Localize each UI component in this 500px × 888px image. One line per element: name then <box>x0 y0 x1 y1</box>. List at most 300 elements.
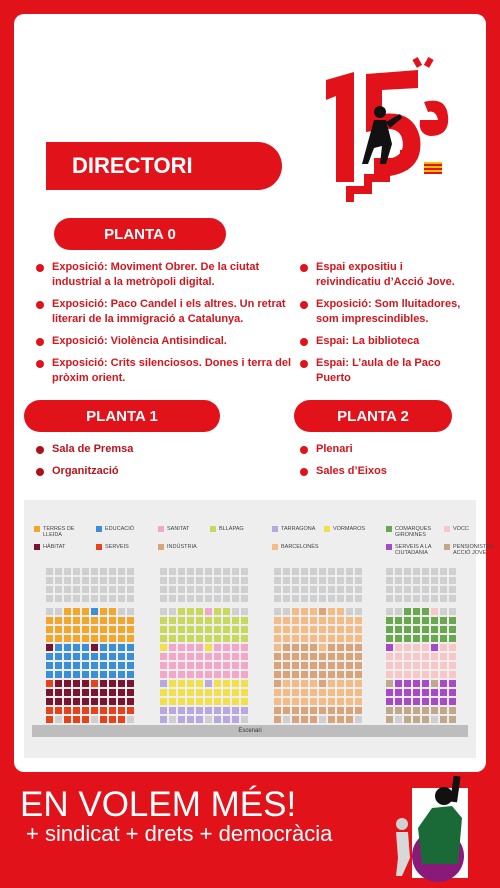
occupied-seat <box>413 653 420 660</box>
occupied-seat <box>283 626 290 633</box>
legend-label: HÀBITAT <box>43 544 66 550</box>
empty-seat <box>355 577 362 584</box>
occupied-seat <box>440 662 447 669</box>
empty-seat <box>169 608 176 615</box>
list-item: Exposició: Paco Candel i els altres. Un retrat literari de la immigració a Catalunya. <box>36 297 294 327</box>
occupied-seat <box>205 707 212 714</box>
occupied-seat <box>346 662 353 669</box>
occupied-seat <box>422 707 429 714</box>
empty-seat <box>46 595 53 602</box>
occupied-seat <box>46 635 53 642</box>
empty-seat <box>319 577 326 584</box>
occupied-seat <box>274 707 281 714</box>
empty-seat <box>232 608 239 615</box>
empty-seat <box>283 595 290 602</box>
empty-seat <box>404 568 411 575</box>
occupied-seat <box>319 608 326 615</box>
occupied-seat <box>431 689 438 696</box>
occupied-seat <box>46 689 53 696</box>
occupied-seat <box>422 653 429 660</box>
occupied-seat <box>214 698 221 705</box>
occupied-seat <box>232 617 239 624</box>
occupied-seat <box>319 680 326 687</box>
occupied-seat <box>404 635 411 642</box>
empty-seat <box>55 595 62 602</box>
empty-seat <box>292 586 299 593</box>
occupied-seat <box>310 689 317 696</box>
empty-seat <box>395 608 402 615</box>
occupied-seat <box>223 698 230 705</box>
occupied-seat <box>292 689 299 696</box>
occupied-seat <box>346 707 353 714</box>
occupied-seat <box>440 680 447 687</box>
occupied-seat <box>328 635 335 642</box>
occupied-seat <box>178 716 185 723</box>
legend-label: SERVEIS <box>105 544 129 550</box>
occupied-seat <box>214 644 221 651</box>
occupied-seat <box>223 653 230 660</box>
empty-seat <box>91 716 98 723</box>
occupied-seat <box>328 644 335 651</box>
empty-seat <box>310 595 317 602</box>
empty-seat <box>301 586 308 593</box>
occupied-seat <box>205 680 212 687</box>
occupied-seat <box>91 662 98 669</box>
occupied-seat <box>160 680 167 687</box>
empty-seat <box>274 595 281 602</box>
occupied-seat <box>413 644 420 651</box>
occupied-seat <box>64 689 71 696</box>
floor-2-heading: PLANTA 2 <box>294 400 452 432</box>
occupied-seat <box>404 608 411 615</box>
occupied-seat <box>82 716 89 723</box>
occupied-seat <box>82 617 89 624</box>
occupied-seat <box>100 689 107 696</box>
empty-seat <box>449 568 456 575</box>
empty-seat <box>422 595 429 602</box>
occupied-seat <box>274 680 281 687</box>
occupied-seat <box>91 644 98 651</box>
occupied-seat <box>355 707 362 714</box>
occupied-seat <box>274 653 281 660</box>
occupied-seat <box>310 707 317 714</box>
empty-seat <box>422 568 429 575</box>
occupied-seat <box>346 626 353 633</box>
occupied-seat <box>64 653 71 660</box>
occupied-seat <box>232 707 239 714</box>
occupied-seat <box>127 626 134 633</box>
occupied-seat <box>395 662 402 669</box>
occupied-seat <box>127 698 134 705</box>
occupied-seat <box>337 716 344 723</box>
occupied-seat <box>431 617 438 624</box>
occupied-seat <box>46 626 53 633</box>
empty-seat <box>127 577 134 584</box>
occupied-seat <box>241 680 248 687</box>
empty-seat <box>64 595 71 602</box>
empty-seat <box>328 586 335 593</box>
empty-seat <box>328 577 335 584</box>
occupied-seat <box>214 707 221 714</box>
empty-seat <box>413 577 420 584</box>
empty-seat <box>169 586 176 593</box>
occupied-seat <box>431 635 438 642</box>
occupied-seat <box>196 662 203 669</box>
occupied-seat <box>283 671 290 678</box>
empty-seat <box>127 716 134 723</box>
occupied-seat <box>292 698 299 705</box>
empty-seat <box>386 568 393 575</box>
empty-seat <box>319 716 326 723</box>
occupied-seat <box>196 617 203 624</box>
occupied-seat <box>214 680 221 687</box>
occupied-seat <box>274 644 281 651</box>
empty-seat <box>160 586 167 593</box>
empty-seat <box>55 608 62 615</box>
occupied-seat <box>395 698 402 705</box>
occupied-seat <box>337 644 344 651</box>
occupied-seat <box>274 698 281 705</box>
empty-seat <box>232 568 239 575</box>
occupied-seat <box>404 689 411 696</box>
sub-slogan: + sindicat + drets + democràcia <box>26 821 333 846</box>
empty-seat <box>55 716 62 723</box>
legend-label: VOCC <box>453 526 469 532</box>
occupied-seat <box>301 707 308 714</box>
occupied-seat <box>292 617 299 624</box>
occupied-seat <box>319 689 326 696</box>
occupied-seat <box>178 671 185 678</box>
occupied-seat <box>337 617 344 624</box>
occupied-seat <box>205 662 212 669</box>
empty-seat <box>404 586 411 593</box>
empty-seat <box>395 595 402 602</box>
seating-plan <box>24 500 494 758</box>
occupied-seat <box>301 662 308 669</box>
occupied-seat <box>73 635 80 642</box>
empty-seat <box>337 577 344 584</box>
occupied-seat <box>169 626 176 633</box>
occupied-seat <box>100 671 107 678</box>
occupied-seat <box>283 617 290 624</box>
legend-label: COMARQUES GIRONINES <box>395 526 432 538</box>
occupied-seat <box>82 608 89 615</box>
empty-seat <box>440 577 447 584</box>
empty-seat <box>449 586 456 593</box>
occupied-seat <box>422 635 429 642</box>
occupied-seat <box>413 617 420 624</box>
empty-seat <box>328 568 335 575</box>
occupied-seat <box>196 671 203 678</box>
empty-seat <box>241 568 248 575</box>
occupied-seat <box>337 680 344 687</box>
empty-seat <box>422 577 429 584</box>
empty-seat <box>196 577 203 584</box>
empty-seat <box>214 568 221 575</box>
empty-seat <box>46 608 53 615</box>
occupied-seat <box>64 635 71 642</box>
occupied-seat <box>337 671 344 678</box>
occupied-seat <box>232 698 239 705</box>
occupied-seat <box>127 707 134 714</box>
empty-seat <box>214 595 221 602</box>
occupied-seat <box>355 689 362 696</box>
occupied-seat <box>73 662 80 669</box>
occupied-seat <box>292 671 299 678</box>
occupied-seat <box>395 644 402 651</box>
occupied-seat <box>404 617 411 624</box>
occupied-seat <box>118 716 125 723</box>
occupied-seat <box>386 680 393 687</box>
empty-seat <box>109 595 116 602</box>
occupied-seat <box>283 698 290 705</box>
empty-seat <box>413 568 420 575</box>
occupied-seat <box>160 635 167 642</box>
occupied-seat <box>178 635 185 642</box>
occupied-seat <box>46 716 53 723</box>
occupied-seat <box>328 680 335 687</box>
empty-seat <box>127 568 134 575</box>
empty-seat <box>160 577 167 584</box>
occupied-seat <box>449 635 456 642</box>
occupied-seat <box>64 680 71 687</box>
legend-label: TERRES DE LLEIDA <box>43 526 75 538</box>
occupied-seat <box>283 662 290 669</box>
empty-seat <box>346 595 353 602</box>
occupied-seat <box>169 698 176 705</box>
occupied-seat <box>55 707 62 714</box>
occupied-seat <box>205 608 212 615</box>
empty-seat <box>440 595 447 602</box>
list-item: Organització <box>36 464 256 479</box>
occupied-seat <box>355 617 362 624</box>
occupied-seat <box>64 608 71 615</box>
occupied-seat <box>328 698 335 705</box>
occupied-seat <box>82 689 89 696</box>
occupied-seat <box>413 707 420 714</box>
occupied-seat <box>109 671 116 678</box>
occupied-seat <box>283 653 290 660</box>
occupied-seat <box>196 653 203 660</box>
occupied-seat <box>205 653 212 660</box>
occupied-seat <box>73 653 80 660</box>
empty-seat <box>395 577 402 584</box>
empty-seat <box>118 586 125 593</box>
occupied-seat <box>413 662 420 669</box>
empty-seat <box>223 586 230 593</box>
occupied-seat <box>109 707 116 714</box>
legend-label: PENSIONISTES ACCIÓ JOVE <box>453 544 494 556</box>
occupied-seat <box>169 680 176 687</box>
occupied-seat <box>386 653 393 660</box>
occupied-seat <box>169 617 176 624</box>
occupied-seat <box>440 653 447 660</box>
occupied-seat <box>223 662 230 669</box>
empty-seat <box>346 568 353 575</box>
occupied-seat <box>319 617 326 624</box>
empty-seat <box>440 586 447 593</box>
occupied-seat <box>196 716 203 723</box>
empty-seat <box>160 568 167 575</box>
occupied-seat <box>241 662 248 669</box>
empty-seat <box>82 577 89 584</box>
occupied-seat <box>319 626 326 633</box>
occupied-seat <box>337 635 344 642</box>
empty-seat <box>346 608 353 615</box>
occupied-seat <box>160 689 167 696</box>
occupied-seat <box>169 644 176 651</box>
occupied-seat <box>118 653 125 660</box>
occupied-seat <box>310 680 317 687</box>
occupied-seat <box>292 680 299 687</box>
occupied-seat <box>91 617 98 624</box>
occupied-seat <box>283 689 290 696</box>
occupied-seat <box>431 680 438 687</box>
legend-label: VORMAROS <box>333 526 366 532</box>
occupied-seat <box>64 644 71 651</box>
empty-seat <box>205 568 212 575</box>
occupied-seat <box>346 635 353 642</box>
occupied-seat <box>187 626 194 633</box>
empty-seat <box>205 595 212 602</box>
occupied-seat <box>196 635 203 642</box>
occupied-seat <box>241 689 248 696</box>
list-item: Espai: L’aula de la Paco Puerto <box>300 356 470 386</box>
empty-seat <box>100 568 107 575</box>
legend-label: SANITAT <box>167 526 190 532</box>
occupied-seat <box>64 707 71 714</box>
occupied-seat <box>73 617 80 624</box>
occupied-seat <box>422 671 429 678</box>
occupied-seat <box>337 707 344 714</box>
occupied-seat <box>346 617 353 624</box>
occupied-seat <box>109 716 116 723</box>
occupied-seat <box>328 653 335 660</box>
floor-0-list-right <box>300 260 470 393</box>
empty-seat <box>223 577 230 584</box>
occupied-seat <box>187 716 194 723</box>
occupied-seat <box>118 635 125 642</box>
occupied-seat <box>214 653 221 660</box>
occupied-seat <box>178 680 185 687</box>
occupied-seat <box>292 608 299 615</box>
empty-seat <box>73 568 80 575</box>
occupied-seat <box>205 617 212 624</box>
occupied-seat <box>310 698 317 705</box>
empty-seat <box>319 568 326 575</box>
occupied-seat <box>241 698 248 705</box>
occupied-seat <box>422 716 429 723</box>
occupied-seat <box>55 635 62 642</box>
occupied-seat <box>73 689 80 696</box>
empty-seat <box>337 595 344 602</box>
occupied-seat <box>346 689 353 696</box>
occupied-seat <box>413 689 420 696</box>
occupied-seat <box>449 680 456 687</box>
occupied-seat <box>223 671 230 678</box>
occupied-seat <box>64 716 71 723</box>
occupied-seat <box>46 698 53 705</box>
occupied-seat <box>404 653 411 660</box>
empty-seat <box>310 577 317 584</box>
occupied-seat <box>64 617 71 624</box>
occupied-seat <box>196 608 203 615</box>
empty-seat <box>449 608 456 615</box>
occupied-seat <box>160 707 167 714</box>
occupied-seat <box>82 626 89 633</box>
occupied-seat <box>100 707 107 714</box>
occupied-seat <box>431 626 438 633</box>
empty-seat <box>337 586 344 593</box>
occupied-seat <box>91 680 98 687</box>
occupied-seat <box>241 644 248 651</box>
occupied-seat <box>440 635 447 642</box>
floor-0-heading: PLANTA 0 <box>54 218 226 250</box>
occupied-seat <box>440 689 447 696</box>
occupied-seat <box>100 653 107 660</box>
empty-seat <box>274 608 281 615</box>
occupied-seat <box>283 644 290 651</box>
occupied-seat <box>46 653 53 660</box>
occupied-seat <box>337 608 344 615</box>
occupied-seat <box>301 671 308 678</box>
occupied-seat <box>232 635 239 642</box>
occupied-seat <box>178 644 185 651</box>
empty-seat <box>431 577 438 584</box>
occupied-seat <box>301 653 308 660</box>
occupied-seat <box>187 662 194 669</box>
occupied-seat <box>178 689 185 696</box>
occupied-seat <box>301 698 308 705</box>
empty-seat <box>46 577 53 584</box>
occupied-seat <box>431 662 438 669</box>
occupied-seat <box>46 662 53 669</box>
occupied-seat <box>440 644 447 651</box>
occupied-seat <box>449 653 456 660</box>
occupied-seat <box>328 707 335 714</box>
empty-seat <box>232 586 239 593</box>
occupied-seat <box>178 626 185 633</box>
occupied-seat <box>404 626 411 633</box>
occupied-seat <box>355 680 362 687</box>
occupied-seat <box>319 635 326 642</box>
occupied-seat <box>292 707 299 714</box>
occupied-seat <box>46 707 53 714</box>
empty-seat <box>205 577 212 584</box>
occupied-seat <box>413 716 420 723</box>
empty-seat <box>431 568 438 575</box>
occupied-seat <box>127 617 134 624</box>
occupied-seat <box>431 608 438 615</box>
empty-seat <box>127 586 134 593</box>
occupied-seat <box>241 671 248 678</box>
occupied-seat <box>160 698 167 705</box>
occupied-seat <box>178 707 185 714</box>
occupied-seat <box>301 617 308 624</box>
empty-seat <box>355 568 362 575</box>
occupied-seat <box>274 671 281 678</box>
occupied-seat <box>118 671 125 678</box>
occupied-seat <box>346 644 353 651</box>
occupied-seat <box>109 608 116 615</box>
occupied-seat <box>178 698 185 705</box>
list-item: Espai expositiu i reivindicatiu d’Acció Jove. <box>300 260 470 290</box>
occupied-seat <box>301 689 308 696</box>
empty-seat <box>355 608 362 615</box>
empty-seat <box>169 568 176 575</box>
empty-seat <box>386 586 393 593</box>
occupied-seat <box>73 671 80 678</box>
